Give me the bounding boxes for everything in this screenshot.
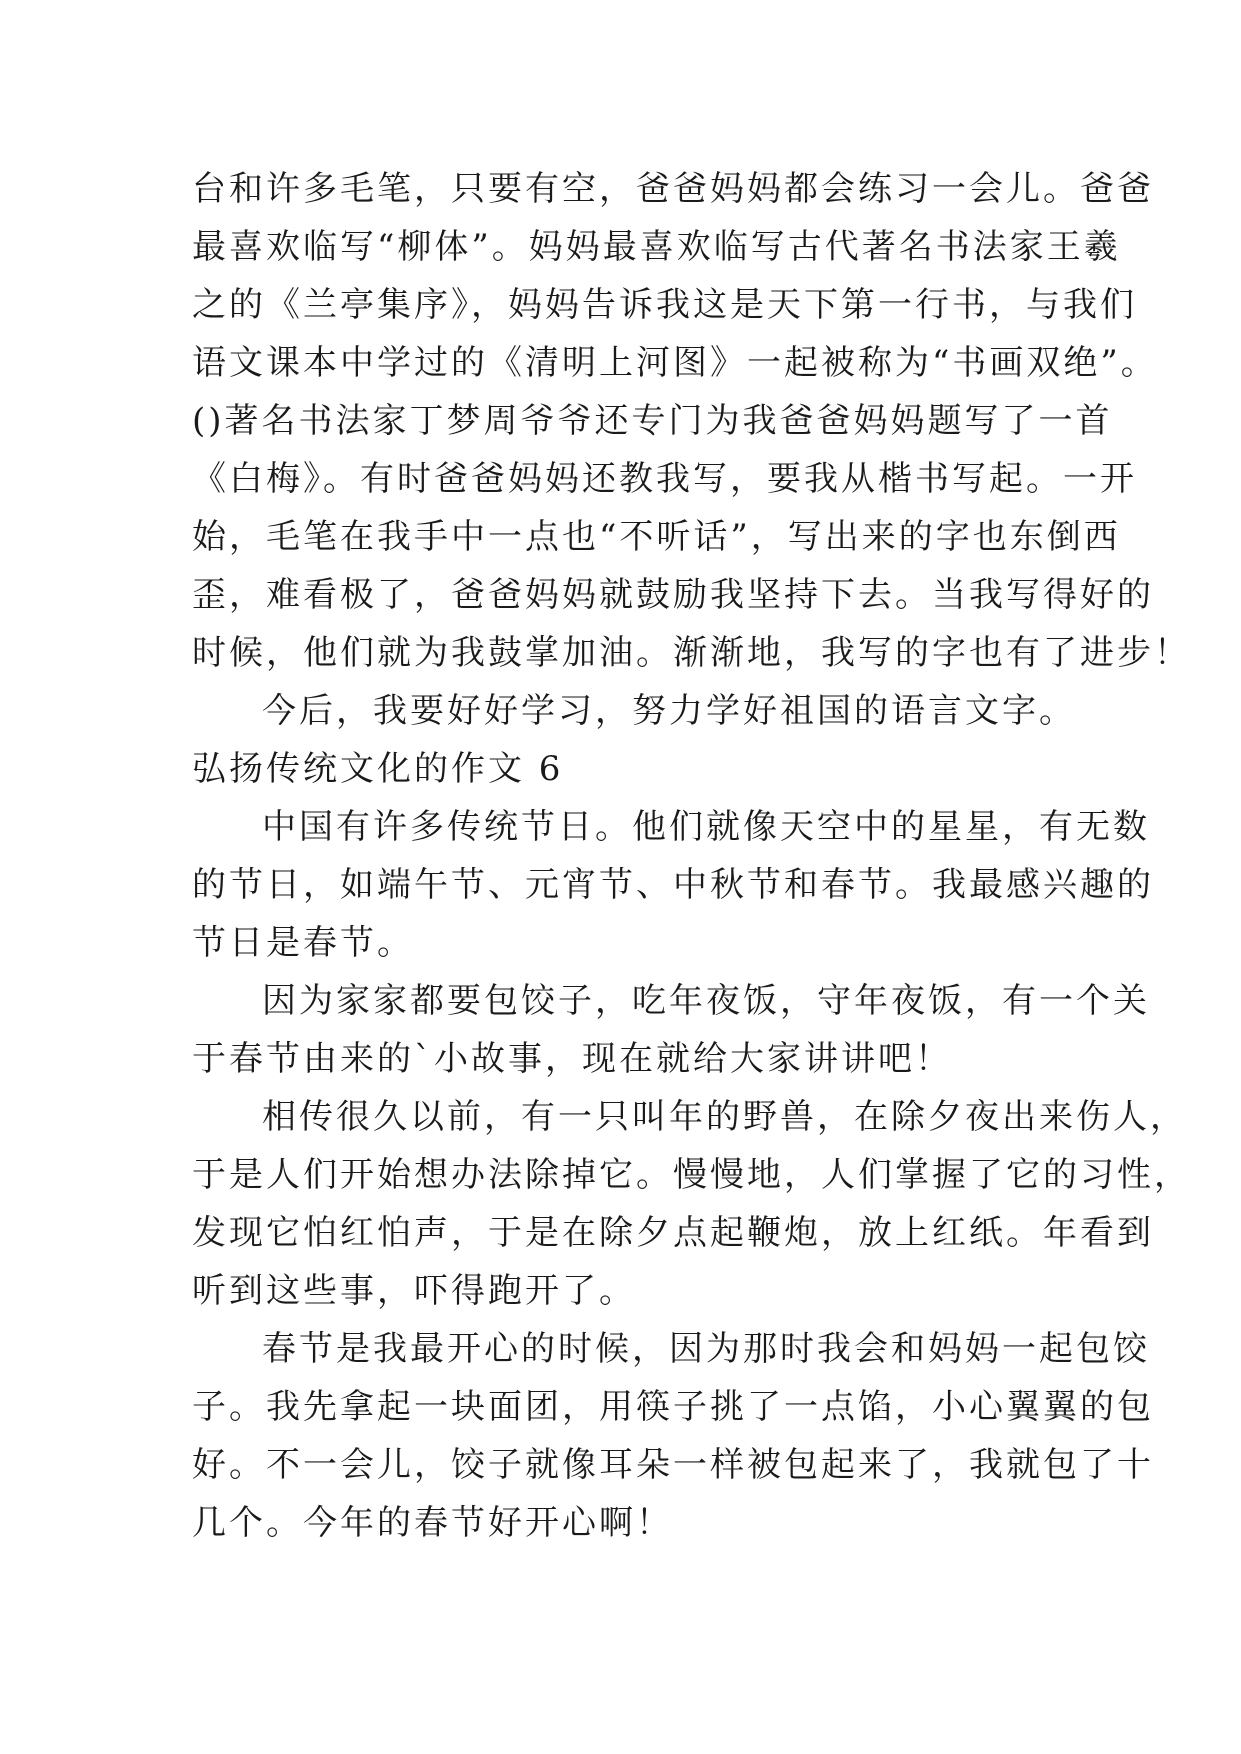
text-line: 因为家家都要包饺子，吃年夜饭，守年夜饭，有一个关 [262,981,1150,1021]
text-line: 几个。今年的春节好开心啊！ [192,1503,673,1543]
text-line: 于春节由来的`小故事，现在就给大家讲讲吧！ [192,1039,952,1079]
text-line: 听到这些事，吓得跑开了。 [192,1271,636,1311]
text-line: 好。不一会儿，饺子就像耳朵一样被包起来了，我就包了十 [192,1445,1154,1485]
section-heading: 弘扬传统文化的作文 6 [192,749,564,789]
text-line: 节日是春节。 [192,923,414,963]
text-line: 发现它怕红怕声，于是在除夕点起鞭炮，放上红纸。年看到 [192,1213,1154,1253]
text-line: 的节日，如端午节、元宵节、中秋节和春节。我最感兴趣的 [192,865,1154,905]
text-line: 中国有许多传统节日。他们就像天空中的星星，有无数 [262,807,1150,847]
text-line: 子。我先拿起一块面团，用筷子挑了一点馅，小心翼翼的包 [192,1387,1154,1427]
document-body [192,160,1191,1552]
text-line: 最喜欢临写“柳体”。妈妈最喜欢临写古代著名书法家王羲 [192,227,1121,267]
text-line: 相传很久以前，有一只叫年的野兽，在除夕夜出来伤人， [262,1097,1187,1137]
text-line: ()著名书法家丁梦周爷爷还专门为我爸爸妈妈题写了一首 [192,401,1113,441]
text-line: 语文课本中学过的《清明上河图》一起被称为“书画双绝”。 [192,343,1158,383]
text-line: 台和许多毛笔，只要有空，爸爸妈妈都会练习一会儿。爸爸 [192,169,1154,209]
text-line: 之的《兰亭集序》，妈妈告诉我这是天下第一行书，与我们 [192,285,1137,325]
text-line: 《白梅》。有时爸爸妈妈还教我写，要我从楷书写起。一开 [192,459,1137,499]
text-line: 始，毛笔在我手中一点也“不听话”，写出来的字也东倒西 [192,517,1121,557]
text-line: 时候，他们就为我鼓掌加油。渐渐地，我写的字也有了进步！ [192,633,1191,673]
text-line: 歪，难看极了，爸爸妈妈就鼓励我坚持下去。当我写得好的 [192,575,1154,615]
text-line: 今后，我要好好学习，努力学好祖国的语言文字。 [262,691,1076,731]
text-line: 于是人们开始想办法除掉它。慢慢地，人们掌握了它的习性， [192,1155,1191,1195]
text-line: 春节是我最开心的时候，因为那时我会和妈妈一起包饺 [262,1329,1150,1369]
